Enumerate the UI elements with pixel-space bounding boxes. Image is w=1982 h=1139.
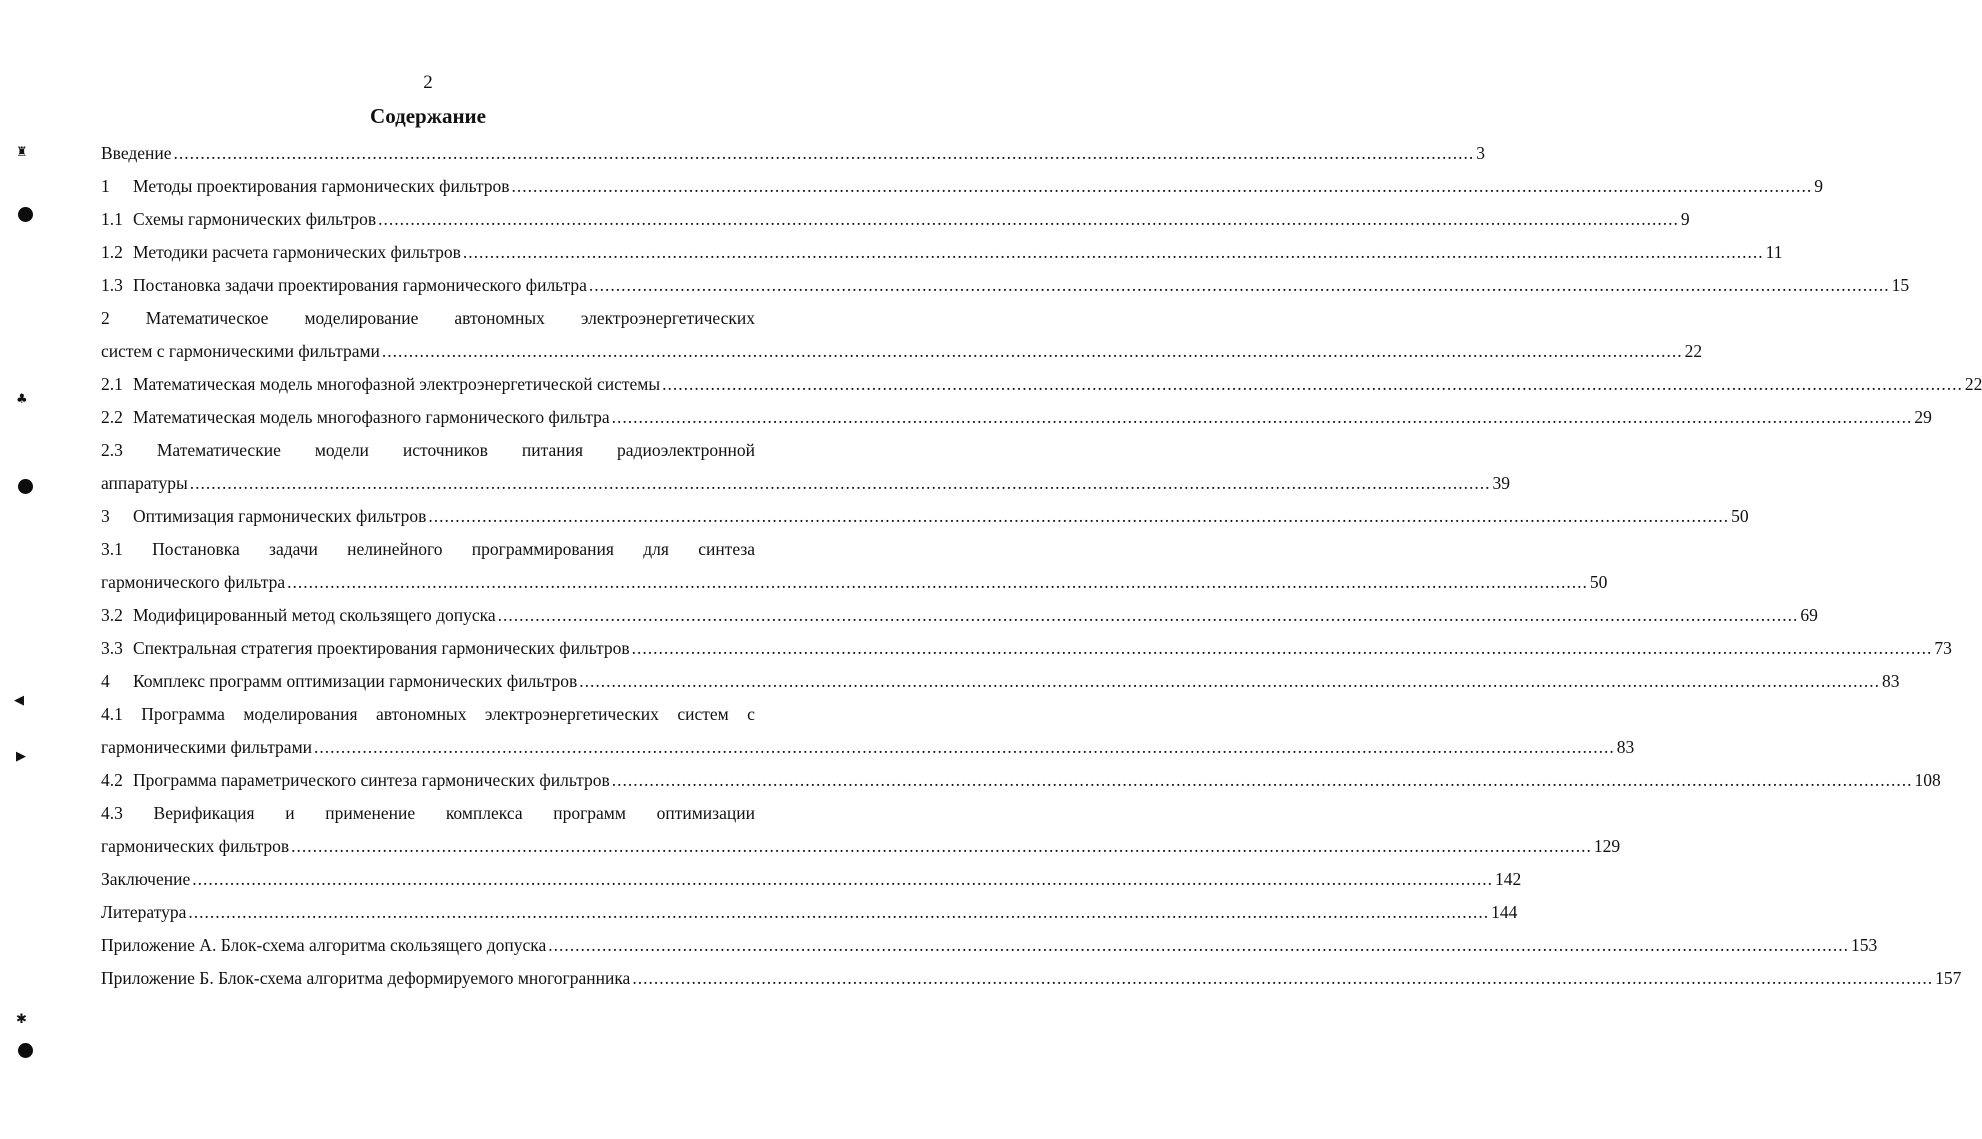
toc-entry-text: Комплекс программ оптимизации гармонических фильтров (133, 671, 578, 691)
toc-section-number: 4.1 (101, 704, 123, 724)
toc-entry-text: Оптимизация гармонических фильтров (133, 506, 427, 526)
toc-leader (291, 833, 1592, 859)
toc-page-number: 83 (1616, 737, 1635, 757)
toc-entry (101, 965, 1962, 991)
toc-leader (579, 668, 1880, 694)
toc-entry-line2 (101, 470, 1511, 496)
toc-word: с (747, 704, 755, 724)
toc-word: модели (314, 440, 369, 460)
toc-entry-text: Приложение Б. Блок-схема алгоритма деформируемого многогранника (101, 968, 631, 988)
toc-section-number: 1 (101, 176, 110, 196)
toc-section-number: 2.2 (101, 407, 123, 427)
toc-word: Верификация (153, 803, 255, 823)
toc-section-number: 3.2 (101, 605, 123, 625)
toc-entry-line2 (101, 338, 1703, 364)
toc-page-number: 129 (1593, 836, 1621, 856)
toc-entry-text: Математическая модель многофазной электроэнергетической системы (133, 374, 661, 394)
toc-word: электроэнергетических (580, 308, 755, 328)
toc-word: применение (325, 803, 416, 823)
toc-page-number: 22 (1684, 341, 1703, 361)
scan-speck: ◀ (14, 693, 24, 708)
binder-hole (18, 1043, 33, 1058)
scan-speck: ♣ (16, 392, 28, 407)
toc-entry (101, 206, 1690, 232)
toc-leader (287, 569, 1588, 595)
toc-section-number: 1.2 (101, 242, 123, 262)
toc-entry-text: Методики расчета гармонических фильтров (133, 242, 461, 262)
toc-leader (612, 404, 1913, 430)
toc-entry-text: Приложение А. Блок-схема алгоритма скользящего допуска (101, 935, 547, 955)
toc-entry-line1 (101, 800, 755, 826)
toc-entry-text: Модифицированный метод скользящего допуска (133, 605, 496, 625)
toc-word: и (285, 803, 295, 823)
toc-section-number: 3.3 (101, 638, 123, 658)
toc-entry (101, 767, 1941, 793)
toc-section-number: 2 (101, 308, 110, 328)
toc-leader (512, 173, 1813, 199)
toc-entry (101, 602, 1818, 628)
toc-entry-line2 (101, 734, 1635, 760)
toc-leader (548, 932, 1849, 958)
toc-word: программирования (471, 539, 614, 559)
toc-entry (101, 371, 1982, 397)
toc-word: синтеза (698, 539, 755, 559)
toc-entry-text: Введение (101, 143, 172, 163)
toc-page-number: 50 (1731, 506, 1749, 526)
toc-entry (101, 272, 1910, 298)
toc-leader (382, 338, 1683, 364)
toc-section-number: 4 (101, 671, 110, 691)
toc-entry-text: Постановка задачи проектирования гармонического фильтра (133, 275, 587, 295)
page-number: 2 (423, 72, 433, 93)
toc-word: Математическое (145, 308, 269, 328)
toc-page-number: 9 (1814, 176, 1824, 196)
toc-leader (192, 866, 1493, 892)
toc-page-number: 15 (1891, 275, 1910, 295)
toc-entry-line2 (101, 569, 1608, 595)
toc-page-number: 50 (1589, 572, 1608, 592)
toc-word: Математические (156, 440, 281, 460)
toc-word: комплекса (445, 803, 523, 823)
toc-word: моделирование (304, 308, 419, 328)
toc-page-number: 11 (1765, 242, 1783, 262)
toc-entry (101, 503, 1749, 529)
toc-entry-text: систем с гармоническими фильтрами (101, 341, 380, 361)
toc-page-number: 83 (1882, 671, 1900, 691)
toc-page-number: 69 (1800, 605, 1818, 625)
toc-entry (101, 932, 1878, 958)
toc-entry (101, 866, 1522, 892)
page-title: Содержание (370, 104, 486, 128)
toc-word: электроэнергетических (484, 704, 659, 724)
toc-leader (463, 239, 1764, 265)
toc-word: оптимизации (656, 803, 755, 823)
toc-word: Постановка (152, 539, 240, 559)
toc-entry (101, 239, 1783, 265)
toc-entry-line1 (101, 536, 755, 562)
toc-leader (589, 272, 1890, 298)
toc-section-number: 2.3 (101, 440, 123, 460)
toc-entry-line1 (101, 305, 755, 331)
toc-entry-text: Математическая модель многофазного гармонического фильтра (133, 407, 610, 427)
toc-leader (174, 140, 1475, 166)
toc-page-number: 22 (1964, 374, 1982, 394)
toc-word: для (643, 539, 669, 559)
toc-page-number: 73 (1934, 638, 1952, 658)
toc-entry (101, 668, 1900, 694)
toc-page-number: 144 (1491, 902, 1518, 922)
toc-word: задачи (269, 539, 318, 559)
toc-leader (378, 206, 1679, 232)
toc-leader (498, 602, 1799, 628)
toc-leader (314, 734, 1615, 760)
toc-page-number: 9 (1680, 209, 1690, 229)
toc-word: источников (402, 440, 488, 460)
toc-entry-text: Спектральная стратегия проектирования гармонических фильтров (133, 638, 630, 658)
toc-entry (101, 140, 1486, 166)
toc-entry (101, 404, 1932, 430)
toc-leader (188, 899, 1489, 925)
toc-section-number: 4.3 (101, 803, 123, 823)
toc-word: программ (553, 803, 626, 823)
toc-page-number: 108 (1914, 770, 1941, 790)
toc-entry-text: Литература (101, 902, 187, 922)
toc-entry (101, 899, 1518, 925)
toc-section-number: 3.1 (101, 539, 123, 559)
toc-page-number: 153 (1851, 935, 1878, 955)
toc-word: моделирования (243, 704, 358, 724)
toc-entry-line1 (101, 437, 755, 463)
scan-speck: ▶ (16, 749, 26, 764)
scan-speck: ♜ (16, 145, 28, 160)
scan-speck: ✱ (16, 1012, 27, 1027)
toc-leader (612, 767, 1913, 793)
toc-entry-text: Заключение (101, 869, 191, 889)
toc-word: автономных (375, 704, 467, 724)
binder-hole (18, 479, 33, 494)
toc-section-number: 3 (101, 506, 110, 526)
toc-page-number: 39 (1492, 473, 1511, 493)
toc-leader (632, 965, 1933, 991)
toc-word: автономных (454, 308, 545, 328)
toc-entry-text: Схемы гармонических фильтров (133, 209, 377, 229)
toc-entry-text: аппаратуры (101, 473, 188, 493)
toc-entry-text: Методы проектирования гармонических фильтров (133, 176, 510, 196)
toc-page-number: 157 (1935, 968, 1962, 988)
toc-word: радиоэлектронной (617, 440, 755, 460)
toc-section-number: 1.3 (101, 275, 123, 295)
toc-leader (632, 635, 1933, 661)
toc-page-number: 3 (1476, 143, 1486, 163)
toc-leader (428, 503, 1729, 529)
toc-page-number: 142 (1495, 869, 1522, 889)
binder-hole (18, 207, 33, 222)
toc-section-number: 2.1 (101, 374, 123, 394)
toc-entry-text: Программа параметрического синтеза гармонических фильтров (133, 770, 610, 790)
toc-entry-text: гармонических фильтров (101, 836, 290, 856)
toc-entry-line1 (101, 701, 755, 727)
toc-leader (662, 371, 1963, 397)
toc-word: систем (677, 704, 729, 724)
toc-leader (190, 470, 1491, 496)
toc-word: Программа (141, 704, 225, 724)
toc-entry (101, 173, 1824, 199)
toc-section-number: 1.1 (101, 209, 123, 229)
toc-section-number: 4.2 (101, 770, 123, 790)
toc-entry (101, 635, 1952, 661)
toc-entry-text: гармоническими фильтрами (101, 737, 313, 757)
toc-page-number: 29 (1914, 407, 1932, 427)
toc-entry-line2 (101, 833, 1621, 859)
toc-entry-text: гармонического фильтра (101, 572, 286, 592)
toc-word: нелинейного (347, 539, 443, 559)
toc-word: питания (521, 440, 584, 460)
